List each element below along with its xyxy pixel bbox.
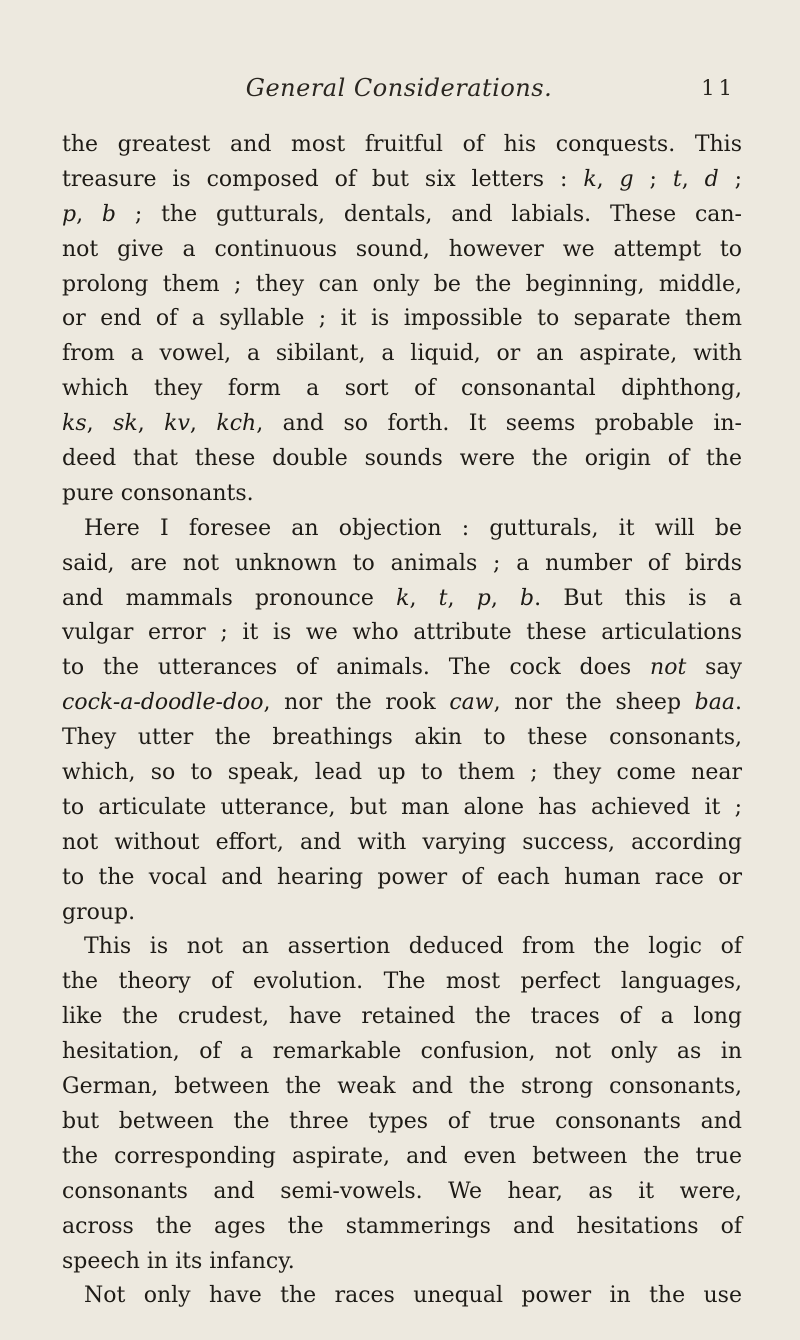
text-line: or end of a syllable ; it is impossible to separate them (62, 306, 742, 332)
text-line: but between the three types of true consonants and (62, 1108, 742, 1134)
text-line: to the vocal and hearing power of each human race or (62, 864, 742, 890)
running-head (62, 74, 736, 114)
text-line: p, b ; the gutturals, dentals, and labials. These can- (62, 201, 742, 227)
text-line: not give a continuous sound, however we attempt to (62, 236, 742, 262)
text-line: They utter the breathings akin to these consonants, (62, 725, 742, 751)
text-line: from a vowel, a sibilant, a liquid, or an aspirate, with (62, 341, 742, 367)
text-line: the corresponding aspirate, and even between the true (62, 1143, 742, 1169)
text-line: hesitation, of a remarkable confusion, not only as in (62, 1039, 742, 1065)
text-line: cock-a-doodle-doo, nor the rook caw, nor the sheep baa. (62, 690, 742, 716)
text-line: to the utterances of animals. The cock does not say (62, 655, 743, 681)
text-line: like the crudest, have retained the traces of a long (62, 1004, 742, 1030)
running-title: General Considerations. (245, 74, 553, 102)
text-line: not without effort, and with varying success, according (62, 829, 742, 855)
text-line: which, so to speak, lead up to them ; they come near (62, 760, 742, 786)
text-line: This is not an assertion deduced from the logic of (84, 934, 742, 960)
text-line: the theory of evolution. The most perfect languages, (62, 969, 742, 995)
text-line: Not only have the races unequal power in the use (84, 1283, 742, 1309)
text-line: ks, sk, kv, kch, and so forth. It seems probable in- (62, 411, 742, 437)
text-line: pure consonants. (62, 480, 254, 506)
text-line: consonants and semi-vowels. We hear, as it were, (62, 1178, 742, 1204)
page-number: 11 (701, 76, 736, 100)
text-line: said, are not unknown to animals ; a number of birds (62, 550, 742, 576)
text-line: and mammals pronounce k, t, p, b. But this is a (62, 585, 742, 611)
text-line: speech in its infancy. (62, 1248, 295, 1274)
text-line: prolong them ; they can only be the beginning, middle, (62, 271, 742, 297)
text-line: vulgar error ; it is we who attribute these articulations (62, 620, 742, 646)
text-line: group. (62, 899, 136, 925)
text-line: which they form a sort of consonantal diphthong, (62, 376, 742, 402)
text-line: Here I foresee an objection : gutturals, it will be (84, 515, 742, 541)
text-line: deed that these double sounds were the origin of the (62, 446, 742, 472)
text-line: across the ages the stammerings and hesitations of (62, 1213, 742, 1239)
text-line: to articulate utterance, but man alone has achieved it ; (62, 794, 742, 820)
text-line: treasure is composed of but six letters : k, g ; t, d ; (62, 166, 742, 192)
body-text (62, 128, 742, 1314)
text-line: German, between the weak and the strong consonants, (62, 1074, 742, 1100)
text-line: the greatest and most fruitful of his conquests. This (62, 132, 742, 157)
